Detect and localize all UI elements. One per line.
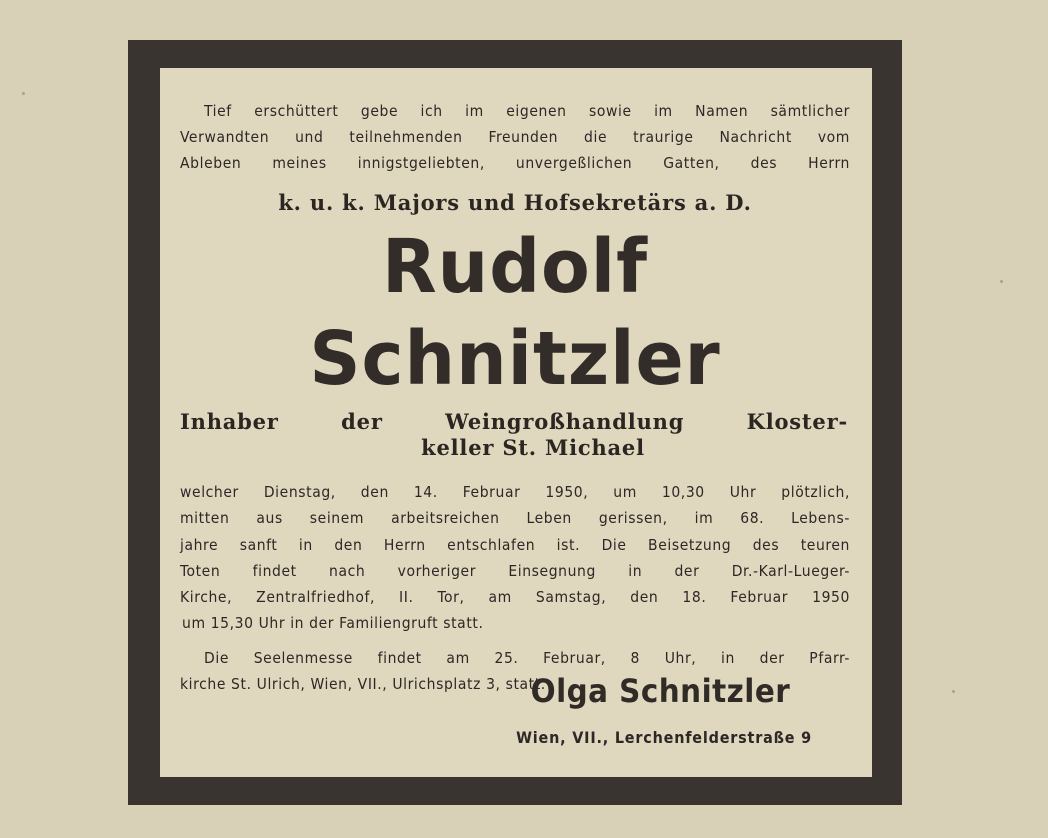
- rank-title: k. u. k. Majors und Hofsekretärs a. D.: [278, 190, 752, 215]
- announcement-line: um 15,30 Uhr in der Familiengruft statt.: [182, 614, 484, 633]
- mass-line: kirche St. Ulrich, Wien, VII., Ulrichsplatz 3, statt.: [180, 675, 546, 694]
- mass-line: Die Seelenmesse findet am 25. Februar, 8 Uhr, in der Pfarr-: [204, 648, 850, 667]
- business-word: der: [341, 409, 383, 434]
- announcement-line: mitten aus seinem arbeitsreichen Leben gerissen, im 68. Lebens-: [180, 509, 850, 528]
- announcement-line: Kirche, Zentralfriedhof, II. Tor, am Samstag, den 18. Februar 1950: [180, 588, 850, 607]
- business-word: Weingroßhandlung: [445, 409, 685, 434]
- paper-speck: [952, 690, 955, 693]
- signature-address: Wien, VII., Lerchenfelderstraße 9: [516, 728, 812, 747]
- announcement-line: jahre sanft in den Herrn entschlafen ist. Die Beisetzung des teuren: [180, 535, 850, 554]
- business-word: Kloster-: [746, 409, 848, 434]
- business-title-line-1: [180, 409, 850, 435]
- announcement-line: welcher Dienstag, den 14. Februar 1950, um 10,30 Uhr plötzlich,: [180, 483, 850, 501]
- business-title: [180, 409, 850, 461]
- business-word: Inhaber: [180, 409, 279, 434]
- death-announcement: [180, 479, 850, 637]
- paper-speck: [22, 92, 25, 95]
- business-title-line-2: keller St. Michael: [421, 435, 645, 460]
- announcement-line: Toten findet nach vorheriger Einsegnung in der Dr.-Karl-Lueger-: [180, 561, 850, 580]
- intro-line-2: Verwandten und teilnehmenden Freunden die traurige Nachricht vom: [180, 128, 850, 146]
- paper-speck: [1000, 280, 1003, 283]
- intro-line-1: Tief erschüttert gebe ich im eigenen sowie im Namen sämtlicher: [204, 102, 850, 120]
- intro-line-3: Ableben meines innigstgeliebten, unvergeßlichen Gatten, des Herrn: [180, 154, 850, 172]
- obituary-notice-border: [128, 40, 902, 805]
- signature-name: Olga Schnitzler: [530, 672, 790, 710]
- obituary-notice: [160, 68, 872, 777]
- deceased-name: Rudolf Schnitzler: [309, 224, 721, 402]
